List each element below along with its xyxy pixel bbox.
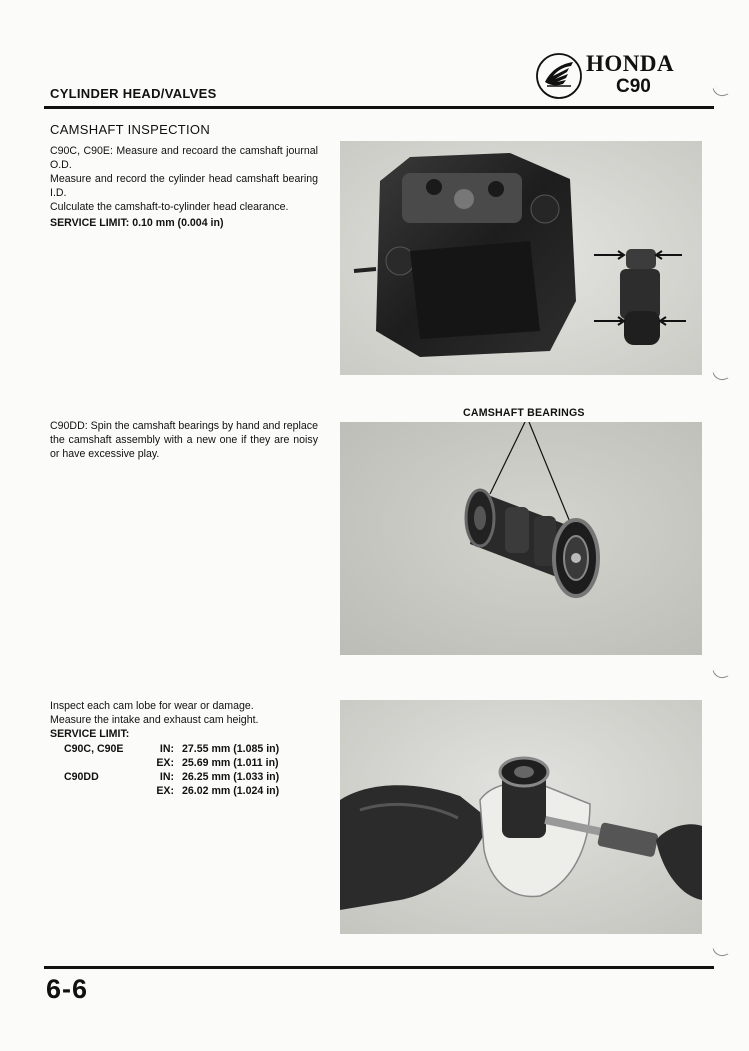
cam-lobe-line-1: Inspect each cam lobe for wear or damage.	[50, 700, 254, 712]
spec-value: 26.25 mm (1.033 in)	[182, 771, 280, 783]
table-row	[64, 756, 279, 770]
table-row	[64, 742, 279, 756]
cam-height-service-limit-label: SERVICE LIMIT:	[50, 728, 130, 740]
footer-divider	[44, 966, 714, 969]
spec-value: 26.02 mm (1.024 in)	[182, 785, 280, 797]
spec-side: EX:	[156, 785, 174, 797]
camshaft-line-2: Measure and record the cylinder head camshaft bearing I.D.	[50, 173, 318, 199]
spec-value: 25.69 mm (1.011 in)	[182, 757, 279, 769]
brand-name: HONDA	[586, 51, 675, 76]
spec-side: IN:	[159, 743, 174, 755]
camshaft-line-3: Culculate the camshaft-to-cylinder head clearance.	[50, 201, 289, 213]
table-row	[64, 770, 279, 784]
cam-height-spec-table	[64, 742, 279, 798]
camshaft-bearings-callout: CAMSHAFT BEARINGS	[463, 407, 585, 419]
camshaft-service-limit: SERVICE LIMIT: 0.10 mm (0.004 in)	[50, 217, 224, 229]
cylinder-head-camshaft-photo	[340, 141, 702, 375]
page-number: 6-6	[46, 974, 89, 1004]
spec-model	[64, 784, 140, 798]
spec-value: 27.55 mm (1.085 in)	[182, 743, 280, 755]
header-divider	[44, 106, 714, 109]
micrometer-measuring-photo	[340, 700, 702, 934]
spec-model: C90C, C90E	[64, 743, 124, 755]
model-name: C90	[616, 76, 651, 97]
table-row	[64, 784, 279, 798]
spec-side: IN:	[159, 771, 174, 783]
cam-lobe-line-2: Measure the intake and exhaust cam height.	[50, 714, 259, 726]
margin-mark	[713, 84, 729, 99]
spec-model: C90DD	[64, 771, 99, 783]
bearing-inspection-text: C90DD: Spin the camshaft bearings by hand and replace the camshaft assembly with a new one if they are noisy or have excessive play.	[50, 420, 318, 460]
spec-side: EX:	[156, 757, 174, 769]
section-title: CYLINDER HEAD/VALVES	[50, 86, 217, 101]
cam-lobe-text	[50, 699, 318, 727]
honda-wing-logo-icon	[535, 52, 583, 100]
margin-mark	[713, 368, 729, 383]
margin-mark	[713, 666, 729, 681]
camshaft-inspection-heading: CAMSHAFT INSPECTION	[50, 122, 211, 137]
spec-model	[64, 756, 140, 770]
margin-mark	[713, 944, 729, 959]
camshaft-bearings-photo	[340, 422, 702, 655]
camshaft-inspection-text	[50, 144, 318, 214]
camshaft-line-1: C90C, C90E: Measure and recoard the camshaft journal O.D.	[50, 145, 318, 171]
